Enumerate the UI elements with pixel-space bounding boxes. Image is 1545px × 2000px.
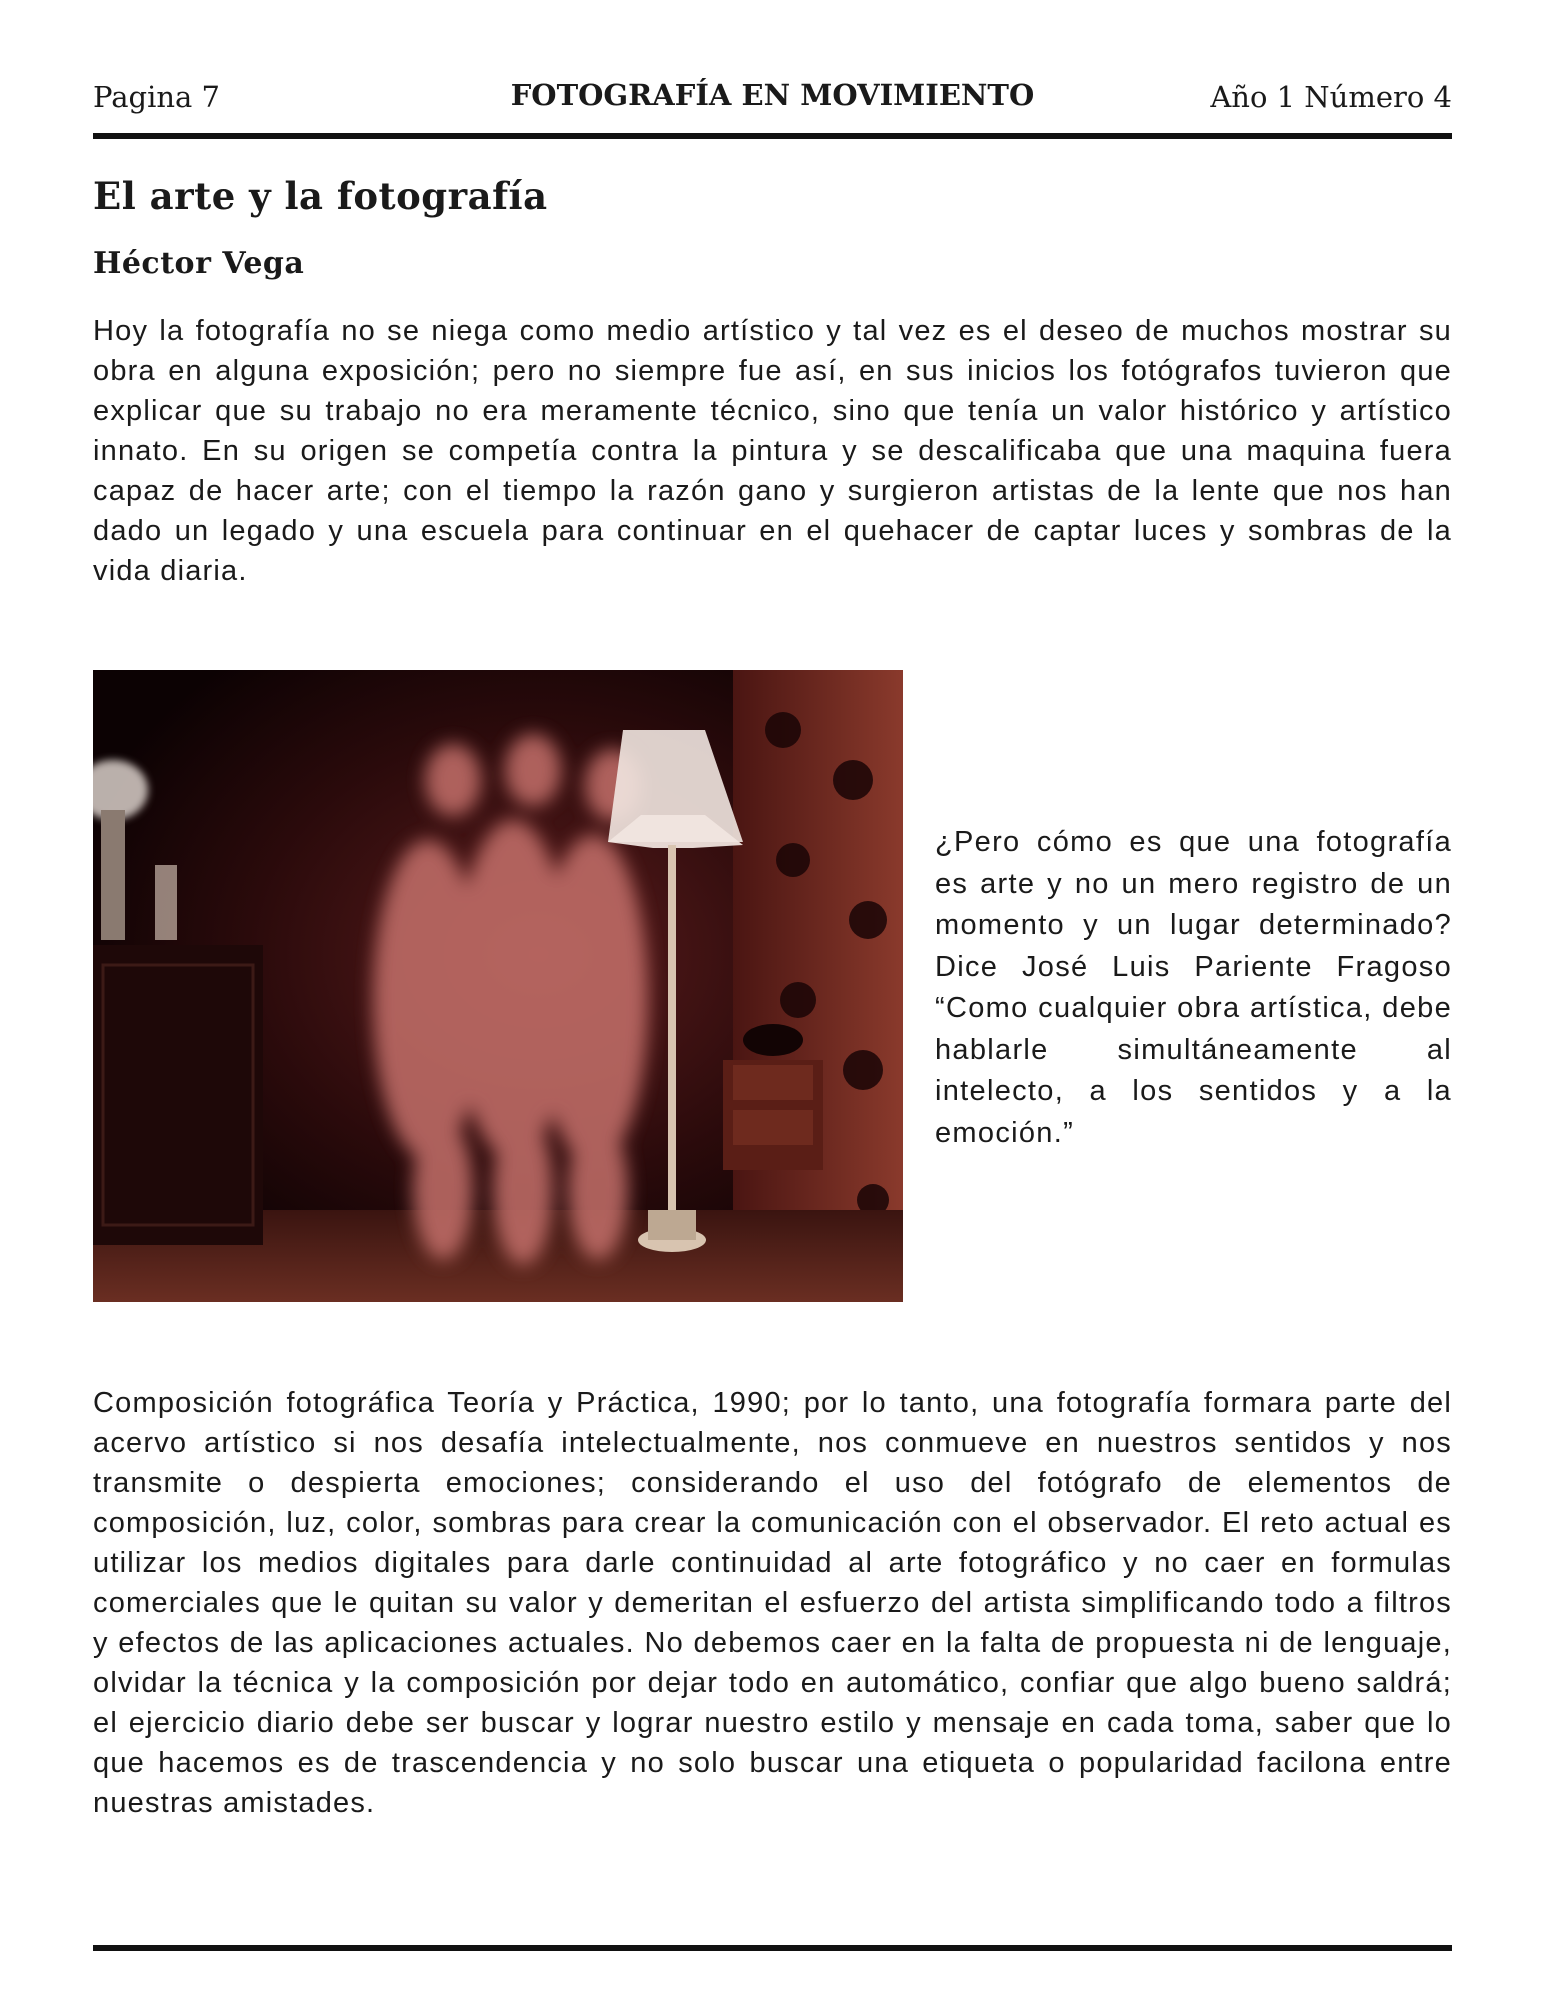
issue-label: Año 1 Número 4 <box>1210 80 1452 114</box>
long-exposure-photo <box>93 670 903 1302</box>
intro-paragraph: Hoy la fotografía no se niega como medio artístico y tal vez es el deseo de muchos mostrar su obra en alguna exposición; pero no siempre fue así, en sus inicios los fotógrafos tuvieron que explicar que su trabajo no era meramente técnico, sino que tenía un valor histórico y artístico innato. En su origen se competía contra la pintura y se descalificaba que una maquina fuera capaz de hacer arte; con el tiempo la razón gano y surgieron artistas de la lente que nos han dado un legado y una escuela para continuar en el quehacer de captar luces y sombras de la vida diaria. <box>93 315 1452 587</box>
closing-paragraph: Composición fotográfica Teoría y Práctica, 1990; por lo tanto, una fotografía formara parte del acervo artístico si nos desafía intelectualmente, nos conmueve en nuestros sentidos y nos transmite o despierta emociones; considerando el uso del fotógrafo de elementos de composición, luz, color, sombras para crear la comunicación con el observador. El reto actual es utilizar los medios digitales para darle continuidad al arte fotográfico y no caer en formulas comerciales que le quitan su valor y demeritan el esfuerzo del artista simplificando todo a filtros y efectos de las aplicaciones actuales. No debemos caer en la falta de propuesta ni de lenguaje, olvidar la técnica y la composición por dejar todo en automático, confiar que algo bueno saldrá; el ejercicio diario debe ser buscar y lograr nuestro estilo y mensaje en cada toma, saber que lo que hacemos es de trascendencia y no solo buscar una etiqueta o popularidad facilona entre nuestras amistades. <box>93 1387 1452 1819</box>
page-header <box>93 74 1452 118</box>
side-quote-paragraph: ¿Pero cómo es que una fotografía es arte y no un mero registro de un momento y un lugar determinado? Dice José Luis Pariente Fragoso “Como cualquier obra artística, debe hablarle simultáneamente al intelecto, a los sentidos y a la emoción.” <box>935 826 1452 1149</box>
page-number: Pagina 7 <box>93 80 220 114</box>
article-author: Héctor Vega <box>93 246 305 281</box>
footer-rule <box>93 1945 1452 1951</box>
magazine-title: FOTOGRAFÍA EN MOVIMIENTO <box>510 78 1035 112</box>
article-title: El arte y la fotografía <box>93 174 548 218</box>
header-rule <box>93 133 1452 139</box>
